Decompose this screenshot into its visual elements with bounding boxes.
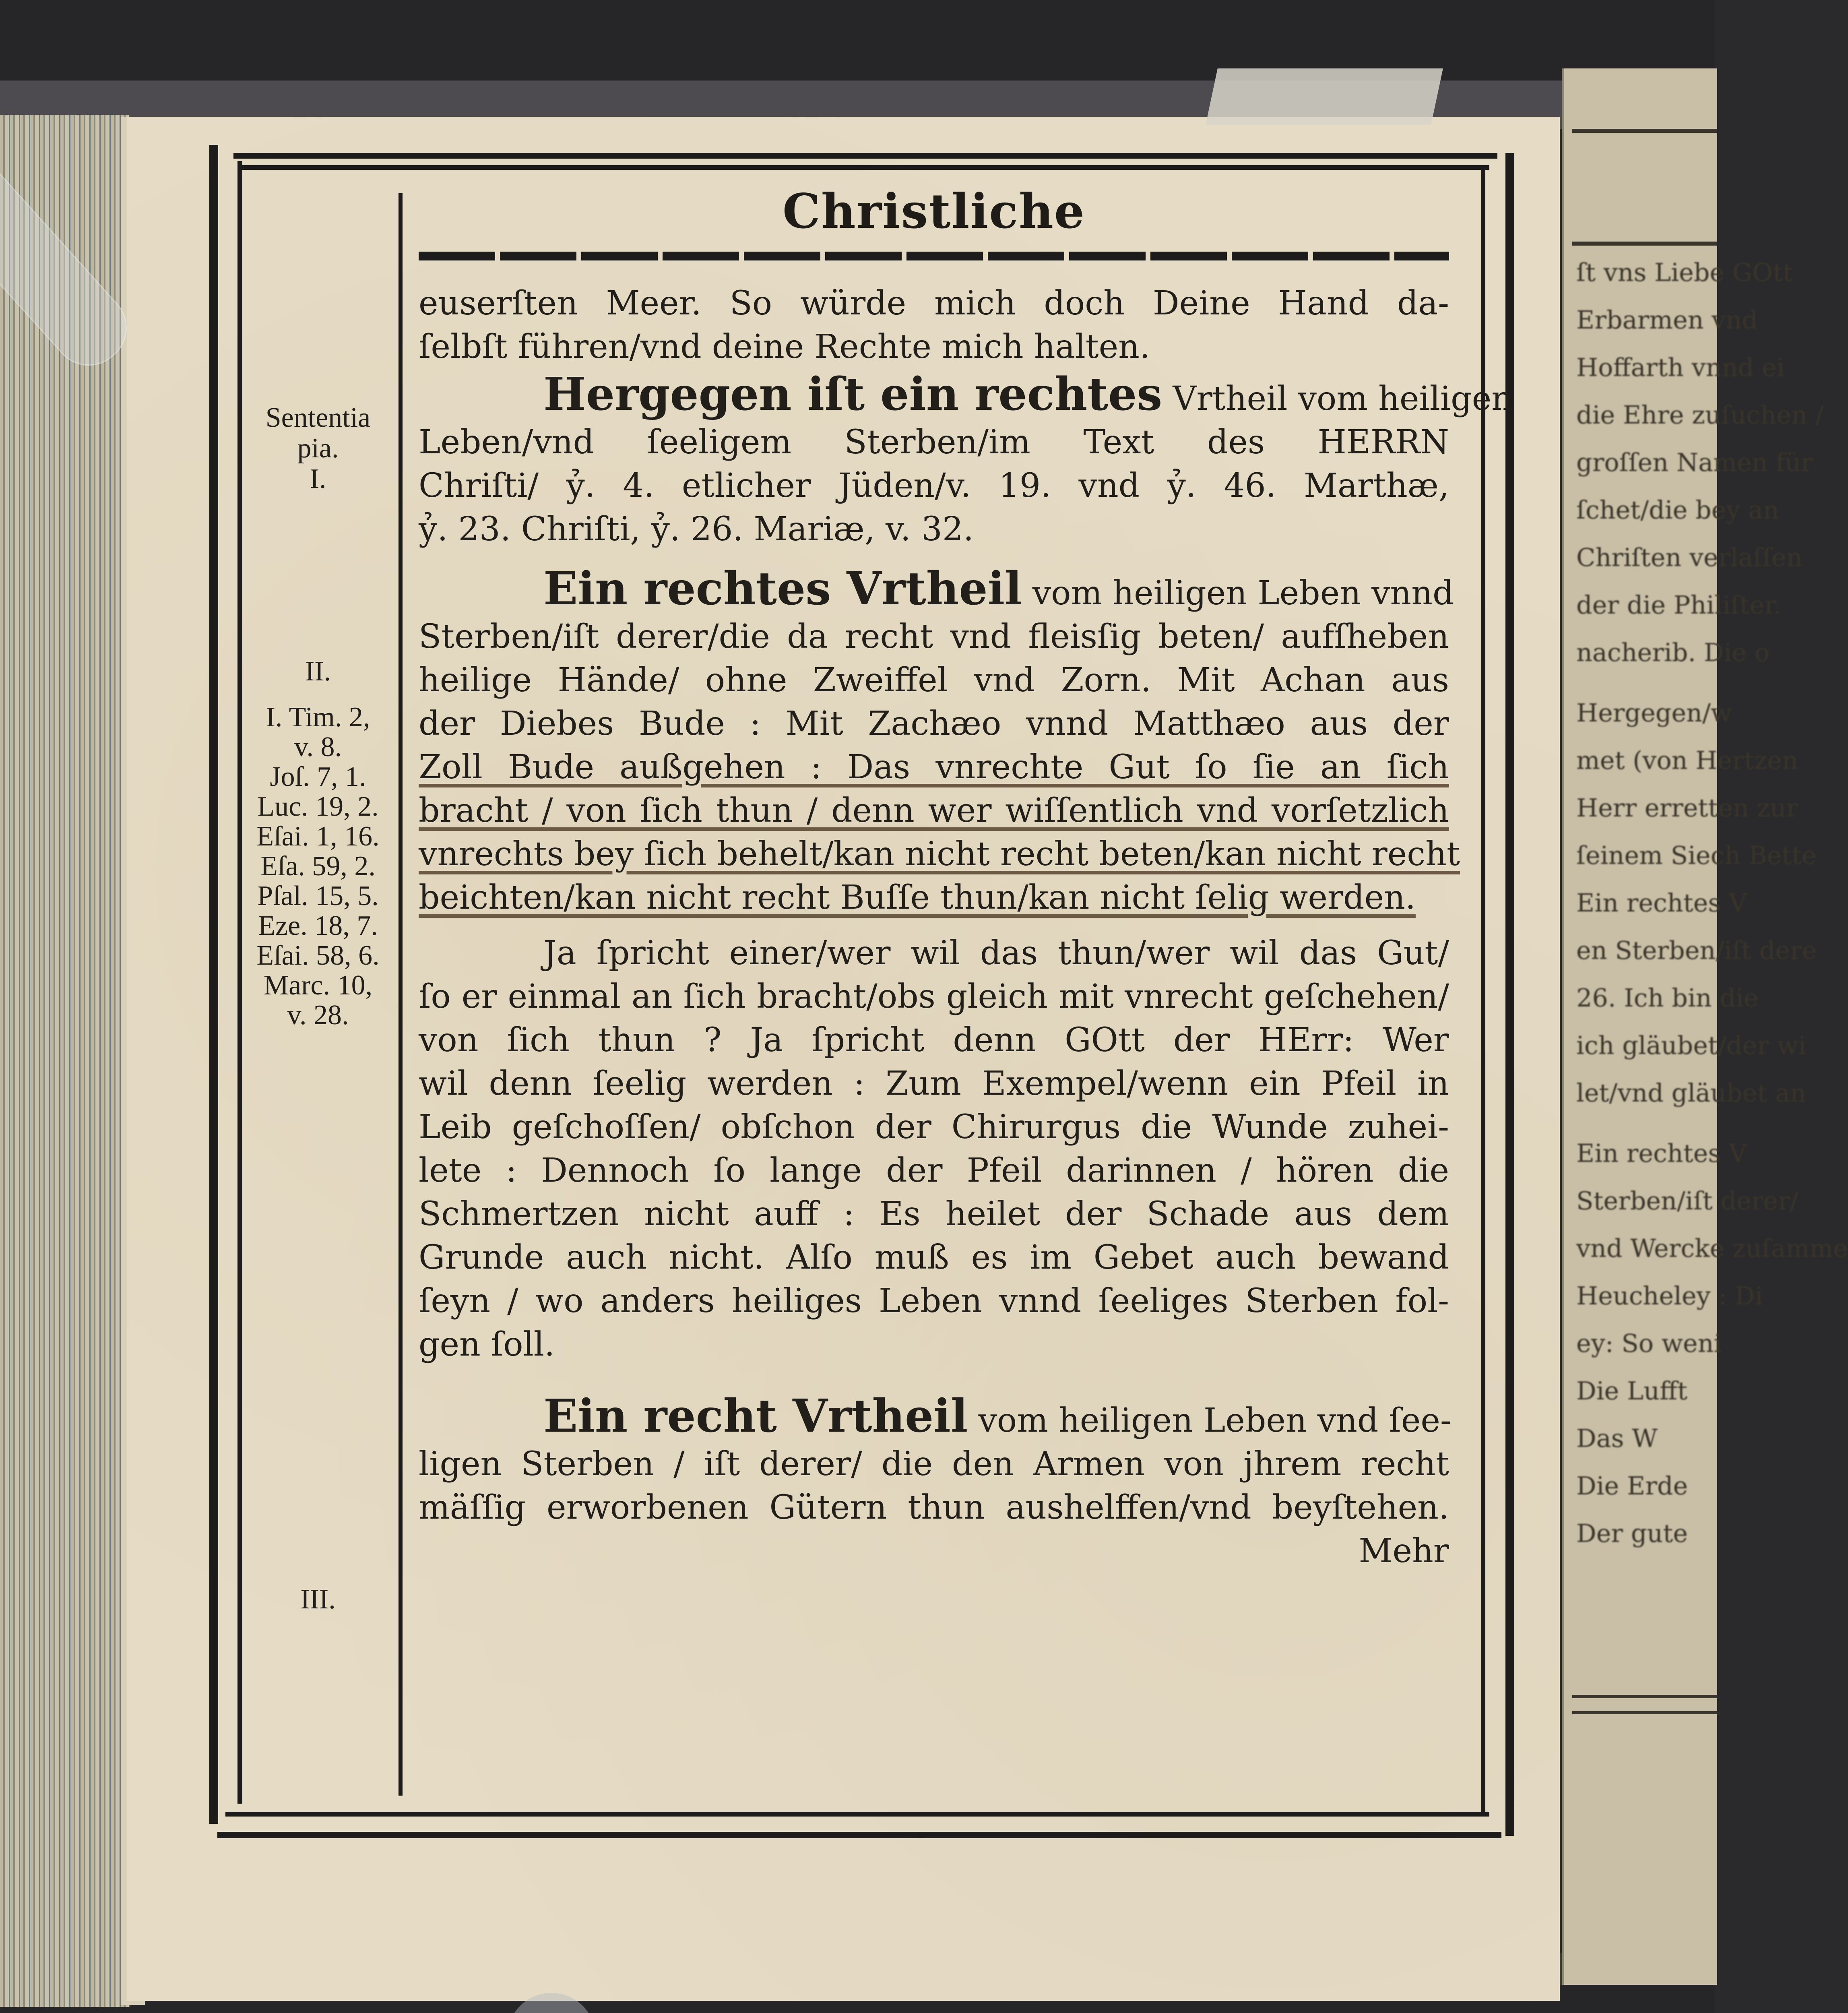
facing-page-text-line: der die Philiſter. — [1576, 590, 1782, 620]
marginal-note: Sententia — [265, 402, 371, 433]
facing-page-rule — [1572, 1695, 1717, 1698]
text-line: heilige Hände/ ohne Zweiffel vnd Zorn. Mit Achan aus — [419, 661, 1449, 699]
text-line: ỷ. 23. Chriſti, ỷ. 26. Mariæ, v. 32. — [419, 510, 974, 548]
text-line: Grunde auch nicht. Alſo muß es im Gebet auch bewand — [419, 1238, 1449, 1277]
text-span: vom heiligen Leben vnd ſee- — [978, 1401, 1452, 1440]
marginal-references — [242, 703, 394, 1030]
text-line: ſelbſt führen/vnd deine Rechte mich halten. — [419, 328, 1150, 366]
scripture-reference: Luc. 19, 2. — [257, 791, 379, 822]
text-line: Sterben/iſt derer/die da recht vnd fleisſig beten/ aufſheben — [419, 618, 1449, 656]
marginal-numeral: II. — [305, 656, 331, 687]
facing-page-text-line: die Ehre zuſuchen / — [1576, 400, 1824, 430]
scripture-reference: v. 28. — [287, 1000, 349, 1031]
text-span: Vrtheil vom heiligen — [1173, 380, 1513, 418]
paragraph-lead-words: Hergegen iſt ein rechtes — [543, 368, 1162, 421]
facing-page-text-line: let/vnd gläubet an — [1576, 1078, 1806, 1108]
facing-page-text-line: ey: So weni — [1576, 1329, 1722, 1358]
text-line: Schmertzen nicht auff : Es heilet der Schade aus dem — [419, 1195, 1449, 1233]
marginal-note: pia. — [297, 433, 339, 464]
facing-page-text-line: Ein rechtes V — [1576, 888, 1747, 918]
paragraph-opening-line — [419, 368, 1513, 421]
text-line: gen ſoll. — [419, 1325, 555, 1364]
text-line: ſeyn / wo anders heiliges Leben vnnd ſeeliges Sterben fol- — [419, 1282, 1449, 1320]
facing-page-text-line: nacherib. Die o — [1576, 638, 1770, 667]
facing-page-text-line: Herr erretten zur — [1576, 793, 1798, 823]
scripture-reference: v. 8. — [294, 732, 342, 763]
facing-page-text-line: ſeinem Siech Bette — [1576, 841, 1817, 870]
text-line: Leben/vnd ſeeligem Sterben/im Text des HERRN — [419, 423, 1449, 461]
marginal-numeral-2 — [242, 656, 394, 687]
facing-page-rule — [1572, 129, 1717, 133]
text-line-underlined: Zoll Bude außgehen : Das vnrechte Gut ſo ſie an ſich — [419, 748, 1449, 786]
text-line: von ſich thun ? Ja ſpricht denn GOtt der HErr: Wer — [419, 1021, 1449, 1059]
facing-page-text-line: Erbarmen vnd — [1576, 305, 1758, 335]
text-line-underlined: beichten/kan nicht recht Buſſe thun/kan nicht ſelig werden. — [419, 878, 1416, 917]
paragraph-opening-line — [419, 1390, 1452, 1443]
scripture-reference: Joſ. 7, 1. — [270, 761, 366, 792]
facing-page-text-line: Der gute — [1576, 1519, 1688, 1548]
facing-page-text-line: Hoffarth vnnd ei — [1576, 353, 1785, 382]
facing-page-text-line: Die Erde — [1576, 1471, 1688, 1500]
facing-page-text-line: ich gläubet/der wi — [1576, 1031, 1807, 1060]
facing-page-rule — [1572, 242, 1717, 246]
facing-page-text-line: Hergegen/w — [1576, 698, 1732, 727]
catchword: Mehr — [1359, 1532, 1449, 1570]
text-line: Leib geſchoſſen/ obſchon der Chirurgus die Wunde zuhei- — [419, 1108, 1449, 1146]
scripture-reference: Eze. 18, 7. — [258, 910, 378, 941]
marginal-numeral: I. — [310, 463, 326, 494]
frame-rule-bottom-inner — [225, 1812, 1489, 1817]
scripture-reference: Eſai. 1, 16. — [256, 821, 380, 852]
facing-page-text-line: Chriſten verlaſſen — [1576, 543, 1803, 572]
frame-rule-top-inner — [242, 165, 1489, 170]
paragraph-lead-words: Ein rechtes Vrtheil — [543, 562, 1022, 615]
head-rule — [419, 252, 1449, 260]
text-span: vom heiligen Leben vnnd — [1032, 574, 1454, 612]
paragraph-lead-words: Ein recht Vrtheil — [543, 1390, 968, 1443]
scripture-reference: Eſa. 59, 2. — [260, 851, 376, 882]
scripture-reference: Pſal. 15, 5. — [257, 880, 379, 911]
text-line: mäſſig erworbenen Gütern thun aushelffen/vnd beyſtehen. — [419, 1488, 1449, 1527]
facing-page-text-line: Die Lufft — [1576, 1376, 1688, 1405]
frame-rule-bottom-outer — [217, 1832, 1501, 1838]
facing-page-text-line: 26. Ich bin die — [1576, 983, 1759, 1013]
text-line-underlined: bracht / von ſich thun / denn wer wiſſentlich vnd vorſetzlich — [419, 792, 1449, 830]
facing-page-text-line: met (von Hertzen — [1576, 746, 1798, 775]
paper-tab — [1206, 68, 1443, 125]
marginal-column-rule — [399, 193, 403, 1796]
text-line-annotated: der Diebes Bude : Mit Zachæo vnnd Matthæo aus der — [419, 705, 1449, 743]
text-line-underlined: vnrechts bey ſich behelt/kan nicht recht beten/kan nicht recht — [419, 835, 1460, 873]
facing-page-text-line: Ein rechtes V — [1576, 1139, 1747, 1168]
text-line: ligen Sterben / iſt derer/ die den Armen von jhrem recht — [419, 1445, 1449, 1483]
running-head: Christliche — [782, 183, 1085, 239]
marginal-numeral: III. — [300, 1584, 336, 1615]
facing-page-text-line: groſſen Namen für — [1576, 448, 1813, 477]
frame-rule-left-outer — [209, 145, 218, 1824]
frame-rule-top-outer — [233, 153, 1497, 159]
paragraph-opening-line — [419, 562, 1454, 615]
facing-page — [1562, 68, 1848, 1985]
facing-page-text-line: Das W — [1576, 1424, 1658, 1453]
text-line: Chriſti/ ỷ. 4. etlicher Jüden/v. 19. vnd ỷ. 46. Marthæ, — [419, 467, 1449, 505]
scripture-reference: Marc. 10, — [263, 970, 373, 1001]
facing-page-text-line: ſt vns Liebe GOtt — [1576, 258, 1793, 287]
marginal-note-sententia — [242, 403, 394, 494]
facing-page-text-line: vnd Wercke zuſamme — [1576, 1234, 1848, 1263]
scripture-reference: Eſai. 58, 6. — [256, 940, 380, 971]
marginal-numeral-3 — [242, 1584, 394, 1615]
text-line: euserſten Meer. So würde mich doch Deine Hand da- — [419, 284, 1449, 322]
facing-page-text-line: en Sterben/iſt dere — [1576, 936, 1817, 965]
facing-page-text-line: ſchet/die bey an — [1576, 495, 1780, 525]
scripture-reference: I. Tim. 2, — [266, 702, 370, 733]
paragraph-opening-line: Ja ſpricht einer/wer wil das thun/wer wil das Gut/ — [543, 934, 1449, 972]
facing-page-text-line: Heucheley : Di — [1576, 1281, 1763, 1310]
main-text-block — [419, 282, 1513, 1573]
text-line: wil denn ſeelig werden : Zum Exempel/wenn ein Pfeil in — [419, 1064, 1449, 1103]
facing-page-text-line: Sterben/iſt derer/ — [1576, 1186, 1798, 1215]
text-line: lete : Dennoch ſo lange der Pfeil darinnen / hören die — [419, 1151, 1449, 1190]
facing-page-rule — [1572, 1711, 1717, 1714]
book-fore-edge — [0, 115, 130, 2007]
text-line: ſo er einmal an ſich bracht/obs gleich mit vnrecht geſchehen/ — [419, 978, 1449, 1016]
